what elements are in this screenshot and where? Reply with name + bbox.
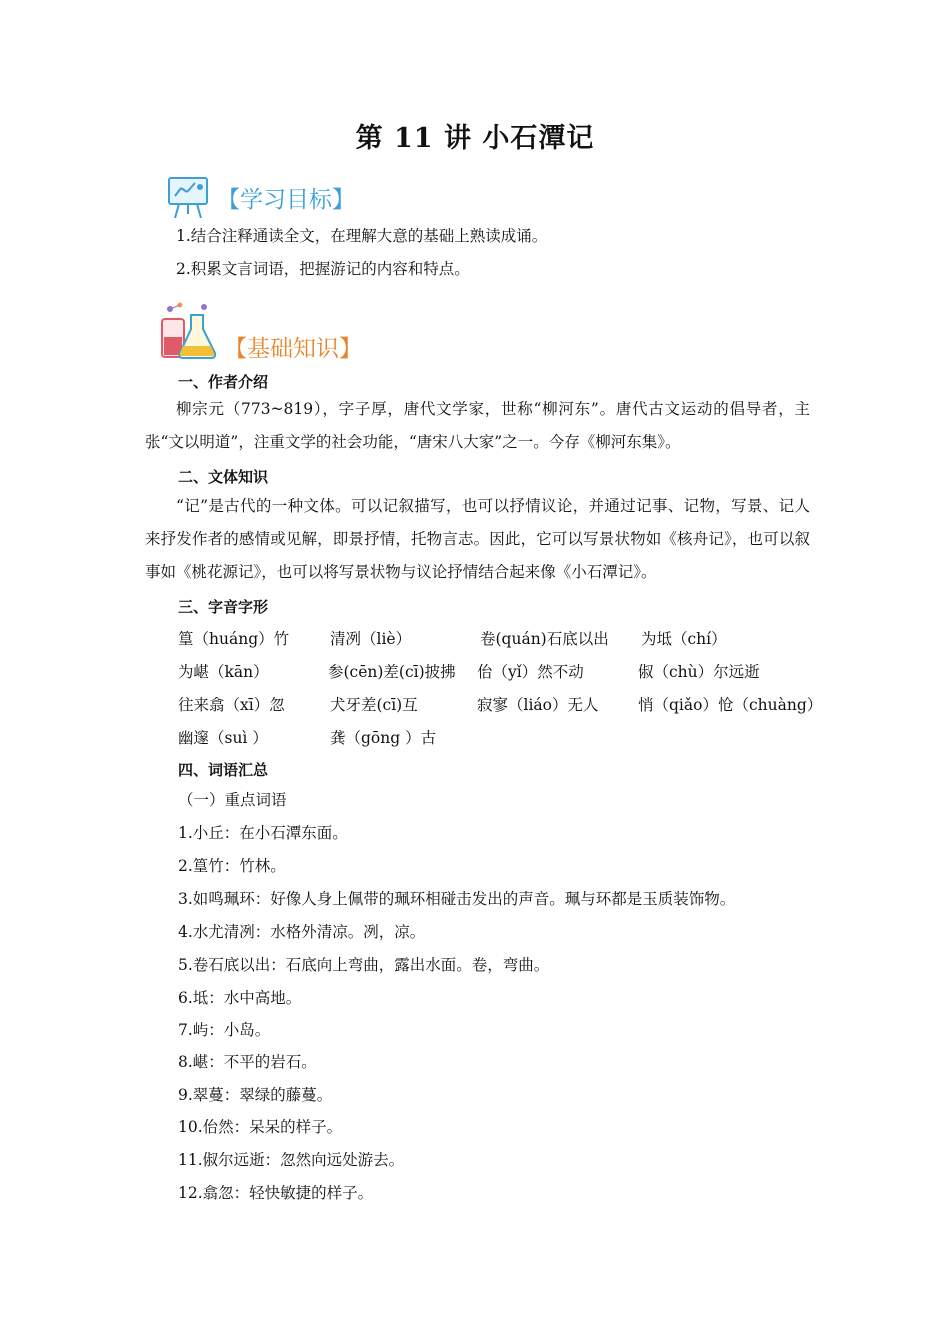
page-title: 第 11 讲 小石潭记: [355, 123, 595, 154]
section-author-text: 柳宗元（773~819），字子厚，唐代文学家，世称“柳河东”。唐代古文运动的倡导者，主张“文以明道”，注重文学的社会功能，“唐宋八大家”之一。今存《柳河东集》。: [145, 400, 810, 451]
pron-item: 佁（yǐ）然不动: [477, 663, 584, 681]
vocab-item: 10.佁然：呆呆的样子。: [178, 1118, 343, 1136]
pron-item: 寂寥（liáo）无人: [477, 696, 599, 714]
pron-item: 幽邃（suì ）: [178, 729, 268, 747]
vocab-item: 5.卷石底以出：石底向上弯曲，露出水面。卷，弯曲。: [178, 956, 550, 974]
vocab-item: 7.屿：小岛。: [178, 1021, 271, 1039]
vocab-item: 3.如鸣珮环：好像人身上佩带的珮环相碰击发出的声音。珮与环都是玉质装饰物。: [178, 890, 736, 908]
goal-item-1: 1.结合注释通读全文，在理解大意的基础上熟读成诵。: [176, 227, 548, 245]
vocab-item: 6.坻：水中高地。: [178, 989, 302, 1007]
vocab-item: 12.翕忽：轻快敏捷的样子。: [178, 1184, 374, 1202]
pron-item: 犬牙差(cī)互: [330, 696, 418, 714]
teaching-board-icon: [163, 172, 213, 222]
pron-item: 龚（gōng ）古: [330, 729, 437, 747]
vocab-item: 1.小丘：在小石潭东面。: [178, 824, 348, 842]
basic-knowledge-header: [158, 300, 362, 363]
vocab-item: 11.俶尔远逝：忽然向远处游去。: [178, 1151, 405, 1169]
section-vocabulary-heading: 四、词语汇总: [178, 761, 269, 779]
vocab-item: 8.嵁：不平的岩石。: [178, 1053, 317, 1071]
basic-knowledge-heading: 【基础知识】: [224, 336, 362, 362]
section-genre-text: “记”是古代的一种文体。可以记叙描写，也可以抒情议论，并通过记事、记物，写景、记人来抒发作者的感情或见解，即景抒情，托物言志。因此，它可以写景状物如《核舟记》，也可以叙事如《桃花源记》，也可以将写景状物与议论抒情结合起来像《小石潭记》。: [145, 497, 810, 581]
pron-item: 悄（qiǎo）怆（chuàng）: [638, 696, 823, 714]
section-author-heading: 一、作者介绍: [178, 373, 269, 391]
pron-item: 参(cēn)差(cī)披拂: [328, 663, 456, 681]
section-genre-heading: 二、文体知识: [178, 468, 269, 486]
pron-item: 为坻（chí）: [641, 630, 727, 648]
chemistry-flask-icon: [158, 301, 220, 363]
vocab-item: 9.翠蔓：翠绿的藤蔓。: [178, 1086, 333, 1104]
pron-item: 篁（huáng）竹: [178, 630, 290, 648]
learning-goals-heading: 【学习目标】: [217, 186, 355, 213]
pron-item: 清冽（liè）: [330, 630, 412, 648]
section-pronunciation-heading: 三、字音字形: [178, 598, 269, 616]
pron-item: 卷(quán)石底以出: [480, 630, 609, 648]
learning-goals-header: [163, 172, 355, 222]
vocab-item: 4.水尤清冽：水格外清凉。冽，凉。: [178, 923, 426, 941]
goal-item-2: 2.积累文言词语，把握游记的内容和特点。: [176, 260, 470, 278]
pron-item: 俶（chù）尔远逝: [638, 663, 760, 681]
pron-item: 往来翕（xī）忽: [178, 696, 285, 714]
vocabulary-subheading: （一）重点词语: [178, 791, 287, 809]
pron-item: 为嵁（kān）: [178, 663, 269, 681]
vocab-item: 2.篁竹：竹林。: [178, 857, 286, 875]
